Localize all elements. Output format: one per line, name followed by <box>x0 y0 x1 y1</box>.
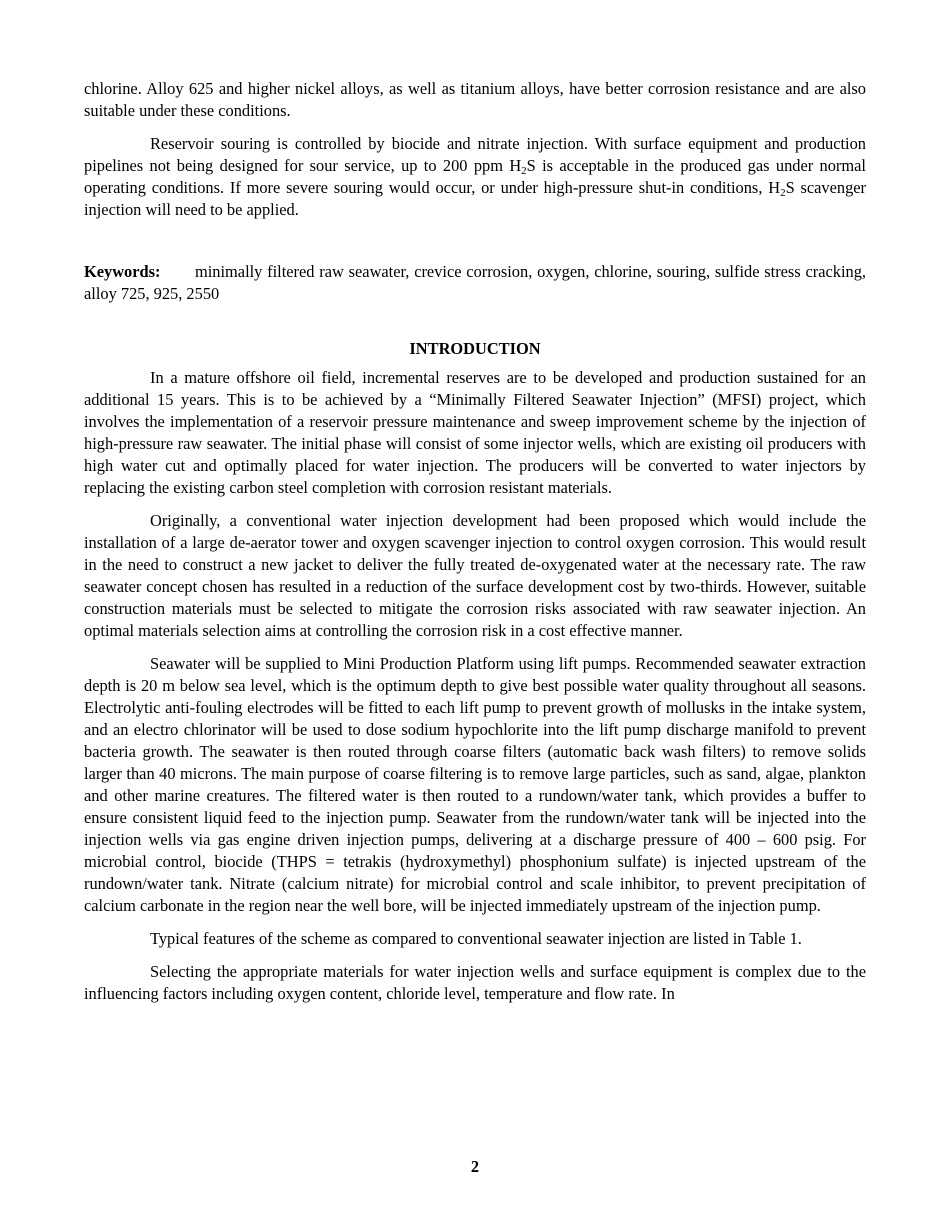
intro-paragraph-1: In a mature offshore oil field, incremental reserves are to be developed and production sustained for an additional 15 years. This is to be achieved by a “Minimally Filtered Seawater Injection” (MFSI) project, which involves the implementation of a reservoir pressure maintenance and sweep improvement scheme by the injection of high-pressure raw seawater. The initial phase will consist of some injector wells, which are existing oil producers with high water cut and optimally placed for water injection. The producers will be converted to water injectors by replacing the existing carbon steel completion with corrosion resistant materials. <box>84 368 866 497</box>
page-body <box>84 78 866 1016</box>
keywords-label: Keywords: <box>84 262 161 281</box>
keywords-text: minimally filtered raw seawater, crevice corrosion, oxygen, chlorine, souring, sulfide stress cracking, alloy 725, 925, 2550 <box>84 262 866 303</box>
h2s-subscript: 2 <box>780 187 786 199</box>
body-paragraph-alloy-resistance: chlorine. Alloy 625 and higher nickel alloys, as well as titanium alloys, have better corrosion resistance and are also suitable under these conditions. <box>84 79 866 120</box>
body-paragraph-reservoir-souring <box>84 133 866 221</box>
souring-text-part-c: S scavenger injection will need to be applied. <box>84 178 866 219</box>
souring-text-part-a: Reservoir souring is controlled by biocide and nitrate injection. With surface equipment and production pipelines not being designed for sour service, up to 200 ppm H <box>84 134 866 175</box>
keywords-block <box>84 261 866 305</box>
section-heading-introduction: INTRODUCTION <box>409 339 541 358</box>
page-number: 2 <box>470 1157 480 1176</box>
intro-paragraph-2: Originally, a conventional water injection development had been proposed which would include the installation of a large de-aerator tower and oxygen scavenger injection to control oxygen corrosion. This would result in the need to construct a new jacket to deliver the fully treated de-oxygenated water at the necessary rate. The raw seawater concept chosen has resulted in a reduction of the surface development cost by two-thirds. However, suitable construction materials must be selected to mitigate the corrosion risks associated with raw seawater injection. An optimal materials selection aims at controlling the corrosion risk in a cost effective manner. <box>84 511 866 640</box>
intro-paragraph-3: Seawater will be supplied to Mini Production Platform using lift pumps. Recommended seawater extraction depth is 20 m below sea level, which is the optimum depth to give best possible water quality throughout all seasons. Electrolytic anti-fouling electrodes will be fitted to each lift pump to prevent growth of mollusks in the intake system, and an electro chlorinator will be used to dose sodium hypochlorite into the lift pump discharge manifold to prevent bacteria growth. The seawater is then routed through coarse filters (automatic back wash filters) to remove solids larger than 40 microns. The main purpose of coarse filtering is to remove large particles, such as sand, algae, plankton and other marine creatures. The filtered water is then routed to a rundown/water tank, which provides a buffer to ensure consistent liquid feed to the injection pump. Seawater from the rundown/water tank will be injected into the injection wells via gas engine driven injection pumps, delivering at a discharge pressure of 400 – 600 psig. For microbial control, biocide (THPS = tetrakis (hydroxymethyl) phosphonium sulfate) is injected upstream of the rundown/water tank. Nitrate (calcium nitrate) for microbial control and scale inhibitor, to prevent precipitation of calcium carbonate in the region near the well bore, will be injected immediately upstream of the injection pump. <box>84 654 866 915</box>
souring-text-part-b: S is acceptable in the produced gas under normal operating conditions. If more severe souring would occur, or under high-pressure shut-in conditions, H <box>84 156 866 197</box>
intro-paragraph-5: Selecting the appropriate materials for water injection wells and surface equipment is complex due to the influencing factors including oxygen content, chloride level, temperature and flow rate. In <box>84 962 866 1003</box>
h2s-subscript: 2 <box>521 165 527 177</box>
intro-paragraph-4: Typical features of the scheme as compared to conventional seawater injection are listed in Table 1. <box>150 929 802 948</box>
